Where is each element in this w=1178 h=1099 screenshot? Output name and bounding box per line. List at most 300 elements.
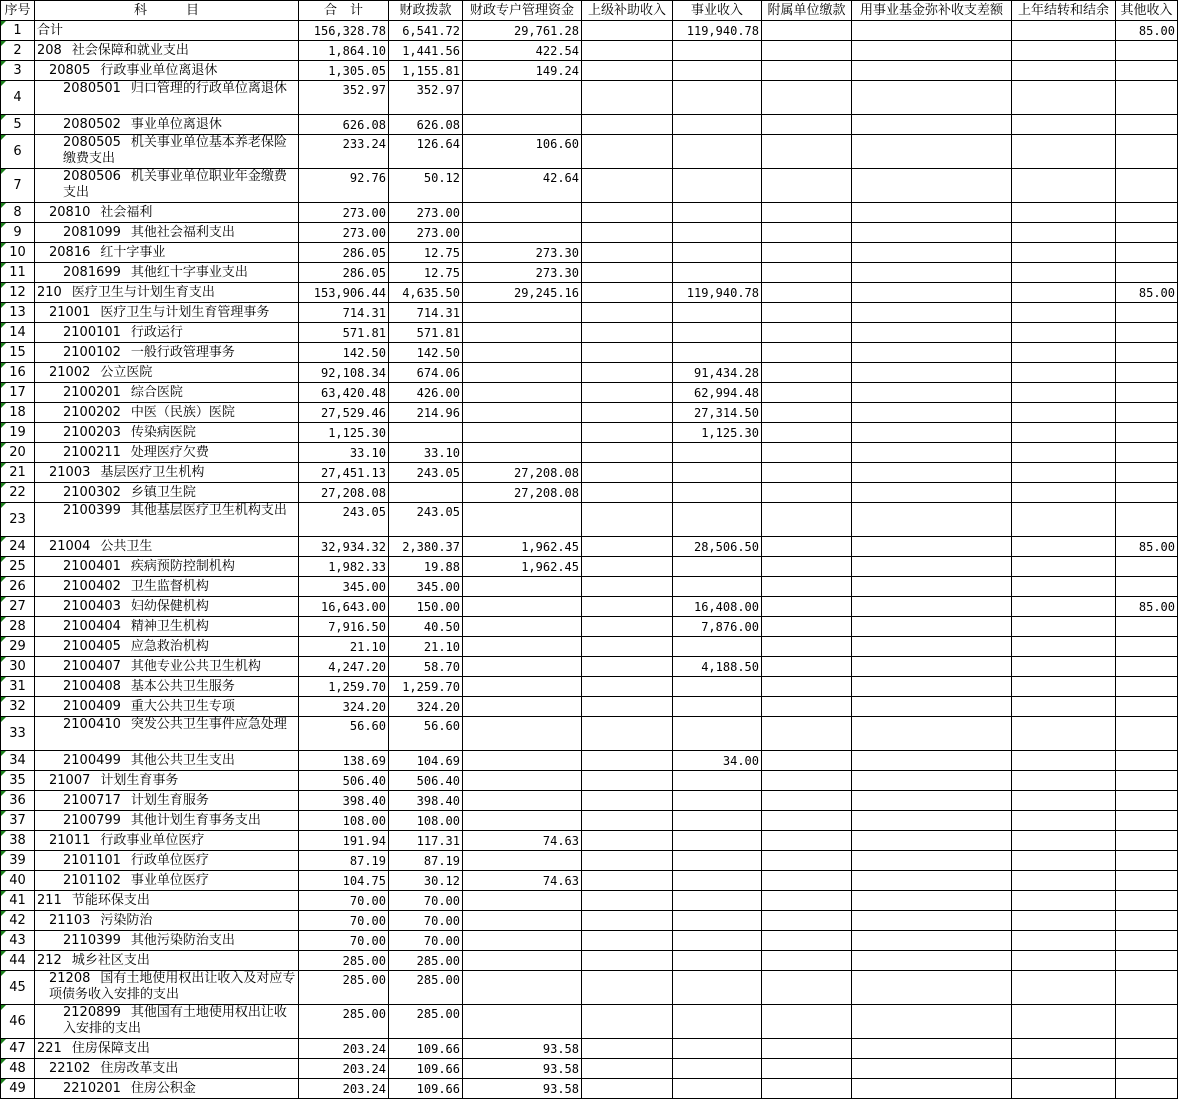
- row-seq-cell[interactable]: [1, 343, 35, 363]
- row-seq-cell[interactable]: [1, 831, 35, 851]
- affiliated-cell[interactable]: [762, 323, 852, 343]
- other-cell[interactable]: [1116, 831, 1178, 851]
- header-subject[interactable]: 科 目: [35, 1, 299, 21]
- fiscal-cell[interactable]: 273.00: [389, 223, 463, 243]
- business-cell[interactable]: [673, 115, 762, 135]
- carryover-cell[interactable]: [1012, 971, 1116, 1005]
- fiscal-cell[interactable]: 126.64: [389, 135, 463, 169]
- superior-cell[interactable]: [582, 223, 673, 243]
- total-cell[interactable]: 273.00: [299, 203, 389, 223]
- affiliated-cell[interactable]: [762, 871, 852, 891]
- other-cell[interactable]: [1116, 343, 1178, 363]
- carryover-cell[interactable]: [1012, 1079, 1116, 1099]
- affiliated-cell[interactable]: [762, 61, 852, 81]
- row-seq-cell[interactable]: [1, 1005, 35, 1039]
- other-cell[interactable]: [1116, 323, 1178, 343]
- carryover-cell[interactable]: [1012, 657, 1116, 677]
- carryover-cell[interactable]: [1012, 303, 1116, 323]
- total-cell[interactable]: 27,451.13: [299, 463, 389, 483]
- fiscal-cell[interactable]: 352.97: [389, 81, 463, 115]
- subject-cell[interactable]: [35, 891, 299, 911]
- other-cell[interactable]: [1116, 891, 1178, 911]
- affiliated-cell[interactable]: [762, 423, 852, 443]
- business-cell[interactable]: 91,434.28: [673, 363, 762, 383]
- affiliated-cell[interactable]: [762, 223, 852, 243]
- carryover-cell[interactable]: [1012, 891, 1116, 911]
- other-cell[interactable]: [1116, 911, 1178, 931]
- fund-cell[interactable]: [852, 303, 1012, 323]
- header-fiscal[interactable]: 财政拨款: [389, 1, 463, 21]
- affiliated-cell[interactable]: [762, 443, 852, 463]
- header-business[interactable]: 事业收入: [673, 1, 762, 21]
- subject-cell[interactable]: [35, 1039, 299, 1059]
- total-cell[interactable]: 16,643.00: [299, 597, 389, 617]
- affiliated-cell[interactable]: [762, 463, 852, 483]
- carryover-cell[interactable]: [1012, 463, 1116, 483]
- superior-cell[interactable]: [582, 597, 673, 617]
- row-seq-cell[interactable]: [1, 617, 35, 637]
- business-cell[interactable]: [673, 871, 762, 891]
- other-cell[interactable]: [1116, 771, 1178, 791]
- superior-cell[interactable]: [582, 21, 673, 41]
- special-cell[interactable]: [463, 81, 582, 115]
- total-cell[interactable]: 92,108.34: [299, 363, 389, 383]
- affiliated-cell[interactable]: [762, 243, 852, 263]
- business-cell[interactable]: [673, 1039, 762, 1059]
- carryover-cell[interactable]: [1012, 423, 1116, 443]
- total-cell[interactable]: 27,208.08: [299, 483, 389, 503]
- subject-cell[interactable]: [35, 363, 299, 383]
- affiliated-cell[interactable]: [762, 1079, 852, 1099]
- total-cell[interactable]: 4,247.20: [299, 657, 389, 677]
- other-cell[interactable]: [1116, 363, 1178, 383]
- affiliated-cell[interactable]: [762, 1059, 852, 1079]
- superior-cell[interactable]: [582, 931, 673, 951]
- fund-cell[interactable]: [852, 61, 1012, 81]
- other-cell[interactable]: [1116, 169, 1178, 203]
- carryover-cell[interactable]: [1012, 751, 1116, 771]
- fiscal-cell[interactable]: 506.40: [389, 771, 463, 791]
- business-cell[interactable]: [673, 931, 762, 951]
- subject-cell[interactable]: [35, 203, 299, 223]
- fund-cell[interactable]: [852, 41, 1012, 61]
- row-seq-cell[interactable]: [1, 303, 35, 323]
- business-cell[interactable]: [673, 343, 762, 363]
- business-cell[interactable]: [673, 303, 762, 323]
- superior-cell[interactable]: [582, 41, 673, 61]
- special-cell[interactable]: [463, 223, 582, 243]
- fiscal-cell[interactable]: 285.00: [389, 971, 463, 1005]
- carryover-cell[interactable]: [1012, 637, 1116, 657]
- subject-cell[interactable]: [35, 463, 299, 483]
- subject-cell[interactable]: [35, 851, 299, 871]
- carryover-cell[interactable]: [1012, 443, 1116, 463]
- affiliated-cell[interactable]: [762, 657, 852, 677]
- row-seq-cell[interactable]: [1, 657, 35, 677]
- carryover-cell[interactable]: [1012, 577, 1116, 597]
- row-seq-cell[interactable]: [1, 717, 35, 751]
- superior-cell[interactable]: [582, 169, 673, 203]
- fund-cell[interactable]: [852, 383, 1012, 403]
- fiscal-cell[interactable]: 117.31: [389, 831, 463, 851]
- subject-cell[interactable]: [35, 383, 299, 403]
- superior-cell[interactable]: [582, 1079, 673, 1099]
- fund-cell[interactable]: [852, 463, 1012, 483]
- total-cell[interactable]: 1,259.70: [299, 677, 389, 697]
- fiscal-cell[interactable]: 1,259.70: [389, 677, 463, 697]
- business-cell[interactable]: [673, 891, 762, 911]
- fiscal-cell[interactable]: 19.88: [389, 557, 463, 577]
- total-cell[interactable]: 142.50: [299, 343, 389, 363]
- row-seq-cell[interactable]: [1, 637, 35, 657]
- other-cell[interactable]: [1116, 263, 1178, 283]
- other-cell[interactable]: [1116, 1039, 1178, 1059]
- special-cell[interactable]: [463, 617, 582, 637]
- special-cell[interactable]: [463, 951, 582, 971]
- fund-cell[interactable]: [852, 791, 1012, 811]
- fund-cell[interactable]: [852, 1079, 1012, 1099]
- fund-cell[interactable]: [852, 617, 1012, 637]
- affiliated-cell[interactable]: [762, 911, 852, 931]
- business-cell[interactable]: [673, 1059, 762, 1079]
- subject-cell[interactable]: [35, 831, 299, 851]
- superior-cell[interactable]: [582, 61, 673, 81]
- affiliated-cell[interactable]: [762, 383, 852, 403]
- row-seq-cell[interactable]: [1, 931, 35, 951]
- total-cell[interactable]: 203.24: [299, 1059, 389, 1079]
- row-seq-cell[interactable]: [1, 363, 35, 383]
- fund-cell[interactable]: [852, 423, 1012, 443]
- special-cell[interactable]: [463, 911, 582, 931]
- fund-cell[interactable]: [852, 115, 1012, 135]
- total-cell[interactable]: 398.40: [299, 791, 389, 811]
- row-seq-cell[interactable]: [1, 1059, 35, 1079]
- subject-cell[interactable]: [35, 1059, 299, 1079]
- total-cell[interactable]: 506.40: [299, 771, 389, 791]
- subject-cell[interactable]: [35, 751, 299, 771]
- total-cell[interactable]: 203.24: [299, 1039, 389, 1059]
- affiliated-cell[interactable]: [762, 577, 852, 597]
- fund-cell[interactable]: [852, 811, 1012, 831]
- other-cell[interactable]: [1116, 81, 1178, 115]
- fiscal-cell[interactable]: 109.66: [389, 1059, 463, 1079]
- affiliated-cell[interactable]: [762, 263, 852, 283]
- fiscal-cell[interactable]: 70.00: [389, 891, 463, 911]
- special-cell[interactable]: 27,208.08: [463, 463, 582, 483]
- superior-cell[interactable]: [582, 911, 673, 931]
- fund-cell[interactable]: [852, 1005, 1012, 1039]
- carryover-cell[interactable]: [1012, 557, 1116, 577]
- other-cell[interactable]: [1116, 717, 1178, 751]
- other-cell[interactable]: [1116, 423, 1178, 443]
- business-cell[interactable]: [673, 811, 762, 831]
- other-cell[interactable]: [1116, 1079, 1178, 1099]
- row-seq-cell[interactable]: [1, 443, 35, 463]
- header-superior[interactable]: 上级补助收入: [582, 1, 673, 21]
- row-seq-cell[interactable]: [1, 751, 35, 771]
- total-cell[interactable]: 352.97: [299, 81, 389, 115]
- superior-cell[interactable]: [582, 115, 673, 135]
- total-cell[interactable]: 27,529.46: [299, 403, 389, 423]
- superior-cell[interactable]: [582, 323, 673, 343]
- fund-cell[interactable]: [852, 637, 1012, 657]
- carryover-cell[interactable]: [1012, 115, 1116, 135]
- total-cell[interactable]: 70.00: [299, 931, 389, 951]
- fiscal-cell[interactable]: 12.75: [389, 243, 463, 263]
- carryover-cell[interactable]: [1012, 811, 1116, 831]
- affiliated-cell[interactable]: [762, 115, 852, 135]
- total-cell[interactable]: 92.76: [299, 169, 389, 203]
- fiscal-cell[interactable]: 674.06: [389, 363, 463, 383]
- fiscal-cell[interactable]: 273.00: [389, 203, 463, 223]
- fund-cell[interactable]: [852, 951, 1012, 971]
- header-other[interactable]: 其他收入: [1116, 1, 1178, 21]
- other-cell[interactable]: [1116, 115, 1178, 135]
- fiscal-cell[interactable]: 324.20: [389, 697, 463, 717]
- subject-cell[interactable]: [35, 81, 299, 115]
- business-cell[interactable]: [673, 323, 762, 343]
- fund-cell[interactable]: [852, 911, 1012, 931]
- superior-cell[interactable]: [582, 657, 673, 677]
- subject-cell[interactable]: [35, 637, 299, 657]
- superior-cell[interactable]: [582, 483, 673, 503]
- header-total[interactable]: 合 计: [299, 1, 389, 21]
- carryover-cell[interactable]: [1012, 81, 1116, 115]
- superior-cell[interactable]: [582, 771, 673, 791]
- special-cell[interactable]: [463, 751, 582, 771]
- superior-cell[interactable]: [582, 383, 673, 403]
- total-cell[interactable]: 571.81: [299, 323, 389, 343]
- subject-cell[interactable]: [35, 303, 299, 323]
- subject-cell[interactable]: [35, 537, 299, 557]
- subject-cell[interactable]: [35, 323, 299, 343]
- superior-cell[interactable]: [582, 891, 673, 911]
- special-cell[interactable]: [463, 931, 582, 951]
- total-cell[interactable]: 714.31: [299, 303, 389, 323]
- special-cell[interactable]: 27,208.08: [463, 483, 582, 503]
- superior-cell[interactable]: [582, 1059, 673, 1079]
- superior-cell[interactable]: [582, 557, 673, 577]
- carryover-cell[interactable]: [1012, 617, 1116, 637]
- business-cell[interactable]: 28,506.50: [673, 537, 762, 557]
- superior-cell[interactable]: [582, 791, 673, 811]
- special-cell[interactable]: [463, 811, 582, 831]
- superior-cell[interactable]: [582, 81, 673, 115]
- superior-cell[interactable]: [582, 637, 673, 657]
- total-cell[interactable]: 191.94: [299, 831, 389, 851]
- special-cell[interactable]: [463, 577, 582, 597]
- total-cell[interactable]: 104.75: [299, 871, 389, 891]
- fund-cell[interactable]: [852, 363, 1012, 383]
- affiliated-cell[interactable]: [762, 717, 852, 751]
- subject-cell[interactable]: [35, 657, 299, 677]
- other-cell[interactable]: [1116, 303, 1178, 323]
- carryover-cell[interactable]: [1012, 537, 1116, 557]
- fund-cell[interactable]: [852, 717, 1012, 751]
- special-cell[interactable]: 74.63: [463, 831, 582, 851]
- carryover-cell[interactable]: [1012, 791, 1116, 811]
- total-cell[interactable]: 63,420.48: [299, 383, 389, 403]
- total-cell[interactable]: 243.05: [299, 503, 389, 537]
- subject-cell[interactable]: [35, 597, 299, 617]
- business-cell[interactable]: [673, 951, 762, 971]
- other-cell[interactable]: [1116, 637, 1178, 657]
- row-seq-cell[interactable]: [1, 677, 35, 697]
- fund-cell[interactable]: [852, 891, 1012, 911]
- affiliated-cell[interactable]: [762, 1039, 852, 1059]
- business-cell[interactable]: [673, 135, 762, 169]
- carryover-cell[interactable]: [1012, 697, 1116, 717]
- row-seq-cell[interactable]: [1, 791, 35, 811]
- fund-cell[interactable]: [852, 135, 1012, 169]
- fund-cell[interactable]: [852, 537, 1012, 557]
- row-seq-cell[interactable]: [1, 21, 35, 41]
- affiliated-cell[interactable]: [762, 597, 852, 617]
- total-cell[interactable]: 33.10: [299, 443, 389, 463]
- subject-cell[interactable]: [35, 443, 299, 463]
- carryover-cell[interactable]: [1012, 911, 1116, 931]
- business-cell[interactable]: 16,408.00: [673, 597, 762, 617]
- other-cell[interactable]: [1116, 41, 1178, 61]
- other-cell[interactable]: [1116, 811, 1178, 831]
- business-cell[interactable]: 62,994.48: [673, 383, 762, 403]
- subject-cell[interactable]: [35, 697, 299, 717]
- fiscal-cell[interactable]: 214.96: [389, 403, 463, 423]
- other-cell[interactable]: 85.00: [1116, 283, 1178, 303]
- business-cell[interactable]: [673, 1079, 762, 1099]
- carryover-cell[interactable]: [1012, 169, 1116, 203]
- other-cell[interactable]: [1116, 577, 1178, 597]
- row-seq-cell[interactable]: [1, 891, 35, 911]
- row-seq-cell[interactable]: [1, 203, 35, 223]
- fiscal-cell[interactable]: 398.40: [389, 791, 463, 811]
- other-cell[interactable]: [1116, 931, 1178, 951]
- subject-cell[interactable]: [35, 483, 299, 503]
- business-cell[interactable]: [673, 637, 762, 657]
- superior-cell[interactable]: [582, 203, 673, 223]
- total-cell[interactable]: 1,305.05: [299, 61, 389, 81]
- fiscal-cell[interactable]: 6,541.72: [389, 21, 463, 41]
- subject-cell[interactable]: [35, 21, 299, 41]
- carryover-cell[interactable]: [1012, 41, 1116, 61]
- special-cell[interactable]: 422.54: [463, 41, 582, 61]
- fiscal-cell[interactable]: 70.00: [389, 931, 463, 951]
- carryover-cell[interactable]: [1012, 597, 1116, 617]
- subject-cell[interactable]: [35, 771, 299, 791]
- total-cell[interactable]: 286.05: [299, 263, 389, 283]
- affiliated-cell[interactable]: [762, 851, 852, 871]
- fund-cell[interactable]: [852, 697, 1012, 717]
- fiscal-cell[interactable]: 30.12: [389, 871, 463, 891]
- affiliated-cell[interactable]: [762, 21, 852, 41]
- carryover-cell[interactable]: [1012, 223, 1116, 243]
- affiliated-cell[interactable]: [762, 891, 852, 911]
- special-cell[interactable]: [463, 851, 582, 871]
- affiliated-cell[interactable]: [762, 951, 852, 971]
- affiliated-cell[interactable]: [762, 203, 852, 223]
- fiscal-cell[interactable]: 50.12: [389, 169, 463, 203]
- carryover-cell[interactable]: [1012, 677, 1116, 697]
- business-cell[interactable]: 34.00: [673, 751, 762, 771]
- row-seq-cell[interactable]: [1, 503, 35, 537]
- fund-cell[interactable]: [852, 343, 1012, 363]
- fund-cell[interactable]: [852, 263, 1012, 283]
- carryover-cell[interactable]: [1012, 363, 1116, 383]
- row-seq-cell[interactable]: [1, 971, 35, 1005]
- row-seq-cell[interactable]: [1, 537, 35, 557]
- total-cell[interactable]: 153,906.44: [299, 283, 389, 303]
- special-cell[interactable]: [463, 971, 582, 1005]
- business-cell[interactable]: [673, 557, 762, 577]
- superior-cell[interactable]: [582, 243, 673, 263]
- other-cell[interactable]: [1116, 1005, 1178, 1039]
- row-seq-cell[interactable]: [1, 223, 35, 243]
- fund-cell[interactable]: [852, 677, 1012, 697]
- total-cell[interactable]: 32,934.32: [299, 537, 389, 557]
- superior-cell[interactable]: [582, 1005, 673, 1039]
- row-seq-cell[interactable]: [1, 1079, 35, 1099]
- business-cell[interactable]: [673, 971, 762, 1005]
- subject-cell[interactable]: [35, 223, 299, 243]
- fiscal-cell[interactable]: 150.00: [389, 597, 463, 617]
- other-cell[interactable]: [1116, 791, 1178, 811]
- special-cell[interactable]: [463, 343, 582, 363]
- carryover-cell[interactable]: [1012, 21, 1116, 41]
- fund-cell[interactable]: [852, 223, 1012, 243]
- subject-cell[interactable]: [35, 243, 299, 263]
- business-cell[interactable]: [673, 831, 762, 851]
- affiliated-cell[interactable]: [762, 403, 852, 423]
- fiscal-cell[interactable]: 571.81: [389, 323, 463, 343]
- carryover-cell[interactable]: [1012, 135, 1116, 169]
- affiliated-cell[interactable]: [762, 557, 852, 577]
- fiscal-cell[interactable]: 87.19: [389, 851, 463, 871]
- row-seq-cell[interactable]: [1, 323, 35, 343]
- carryover-cell[interactable]: [1012, 771, 1116, 791]
- fund-cell[interactable]: [852, 483, 1012, 503]
- other-cell[interactable]: [1116, 383, 1178, 403]
- affiliated-cell[interactable]: [762, 637, 852, 657]
- special-cell[interactable]: [463, 597, 582, 617]
- carryover-cell[interactable]: [1012, 61, 1116, 81]
- other-cell[interactable]: [1116, 483, 1178, 503]
- special-cell[interactable]: 42.64: [463, 169, 582, 203]
- business-cell[interactable]: [673, 223, 762, 243]
- affiliated-cell[interactable]: [762, 363, 852, 383]
- carryover-cell[interactable]: [1012, 263, 1116, 283]
- business-cell[interactable]: [673, 1005, 762, 1039]
- superior-cell[interactable]: [582, 423, 673, 443]
- carryover-cell[interactable]: [1012, 1059, 1116, 1079]
- fiscal-cell[interactable]: [389, 423, 463, 443]
- header-affiliated[interactable]: 附属单位缴款: [762, 1, 852, 21]
- special-cell[interactable]: [463, 423, 582, 443]
- fiscal-cell[interactable]: 2,380.37: [389, 537, 463, 557]
- special-cell[interactable]: 1,962.45: [463, 537, 582, 557]
- other-cell[interactable]: [1116, 617, 1178, 637]
- subject-cell[interactable]: [35, 135, 299, 169]
- row-seq-cell[interactable]: [1, 81, 35, 115]
- carryover-cell[interactable]: [1012, 931, 1116, 951]
- affiliated-cell[interactable]: [762, 537, 852, 557]
- carryover-cell[interactable]: [1012, 831, 1116, 851]
- other-cell[interactable]: [1116, 657, 1178, 677]
- superior-cell[interactable]: [582, 537, 673, 557]
- affiliated-cell[interactable]: [762, 343, 852, 363]
- business-cell[interactable]: 1,125.30: [673, 423, 762, 443]
- special-cell[interactable]: [463, 443, 582, 463]
- superior-cell[interactable]: [582, 577, 673, 597]
